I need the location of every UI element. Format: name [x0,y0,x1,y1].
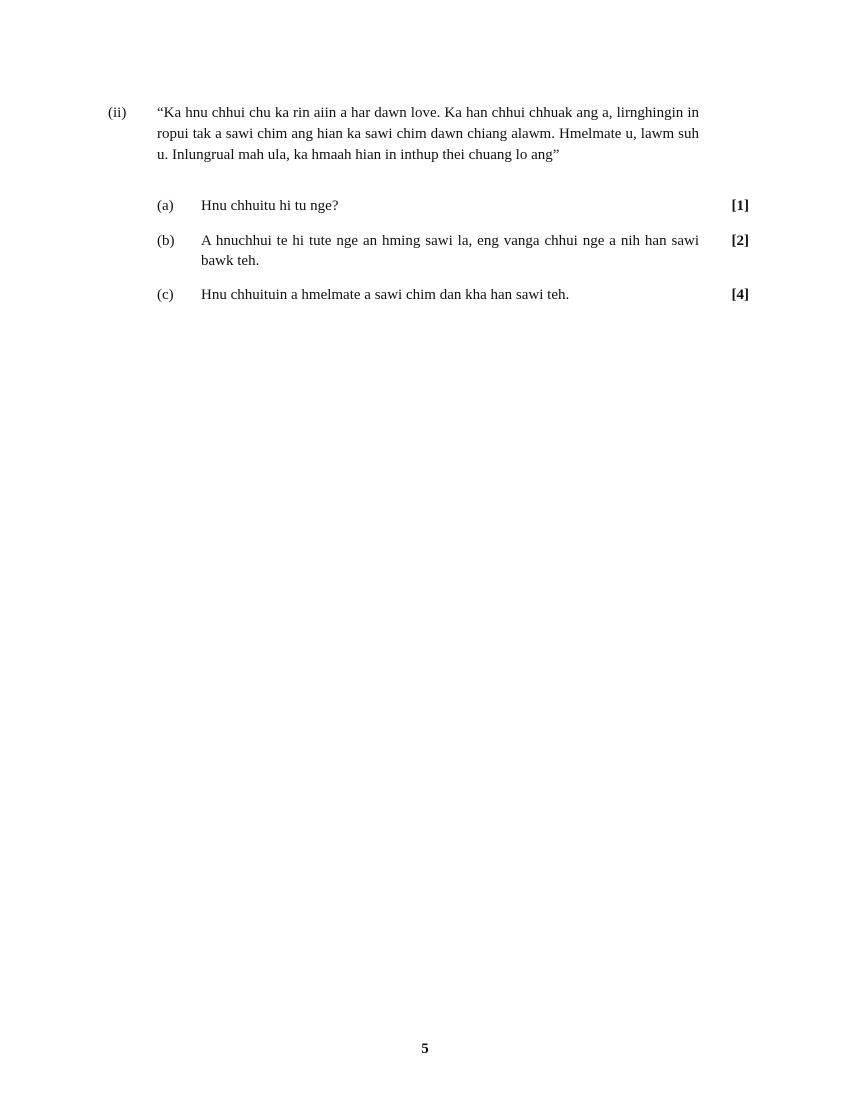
sub-question-label: (c) [157,287,174,303]
question-number: (ii) [108,105,127,121]
sub-question-text: Hnu chhuitu hi tu nge? [201,198,339,214]
marks-badge: [2] [731,233,749,249]
page-number: 5 [421,1041,429,1057]
sub-question-label: (b) [157,233,175,249]
question-passage: “Ka hnu chhui chu ka rin aiin a har dawn love. Ka han chhui chhuak ang a, lirnghingin in ropui tak a sawi chim ang hian ka sawi chim dawn chiang alawm. Hmelmate u, lawm suh u. Inlungrual mah ula, ka hmaah hian in inthup thei chuang lo ang” [157,105,699,163]
marks-badge: [4] [731,287,749,303]
sub-question-text: A hnuchhui te hi tute nge an hming sawi la, eng vanga chhui nge a nih han sawi bawk teh. [201,233,699,269]
marks-badge: [1] [731,198,749,214]
sub-question-text: Hnu chhuituin a hmelmate a sawi chim dan kha han sawi teh. [201,287,570,303]
sub-question-label: (a) [157,198,174,214]
